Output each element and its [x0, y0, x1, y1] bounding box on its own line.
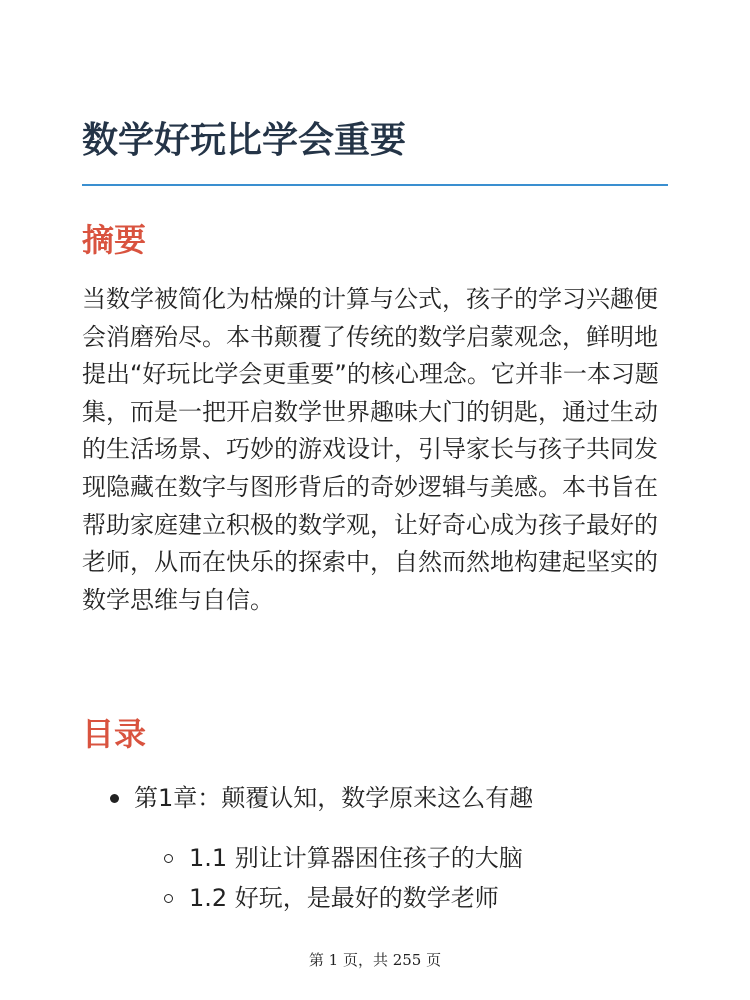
- bullet-circle-icon: [164, 854, 173, 863]
- abstract-text: 当数学被简化为枯燥的计算与公式，孩子的学习兴趣便会消磨殆尽。本书颠覆了传统的数学启蒙观念，鲜明地提出“好玩比学会更重要”的核心理念。它并非一本习题集，而是一把开启数学世界趣味大门的钥匙，通过生动的生活场景、巧妙的游戏设计，引导家长与孩子共同发现隐藏在数字与图形背后的奇妙逻辑与美感。本书旨在帮助家庭建立积极的数学观，让好奇心成为孩子最好的老师，从而在快乐的探索中，自然而然地构建起坚实的数学思维与自信。: [82, 285, 659, 614]
- bullet-disc-icon: [110, 794, 119, 803]
- toc-section-label: 1.2 好玩，是最好的数学老师: [189, 884, 499, 912]
- abstract-heading: 摘要: [82, 221, 147, 259]
- toc-chapter-label: 第1章：颠覆认知，数学原来这么有趣: [134, 784, 534, 812]
- toc-section-1-2: [82, 878, 668, 918]
- page-number-footer: 第 1 页，共 255 页: [308, 951, 442, 969]
- title-divider: [82, 184, 668, 186]
- toc-chapter-1-sections: [82, 838, 668, 918]
- toc-chapter-1: [82, 778, 668, 818]
- table-of-contents: [82, 778, 668, 818]
- toc-section-label: 1.1 别让计算器困住孩子的大脑: [189, 844, 523, 872]
- toc-heading: 目录: [82, 715, 147, 753]
- toc-section-1-1: [82, 838, 668, 878]
- bullet-circle-icon: [164, 894, 173, 903]
- book-title: 数学好玩比学会重要: [82, 120, 407, 161]
